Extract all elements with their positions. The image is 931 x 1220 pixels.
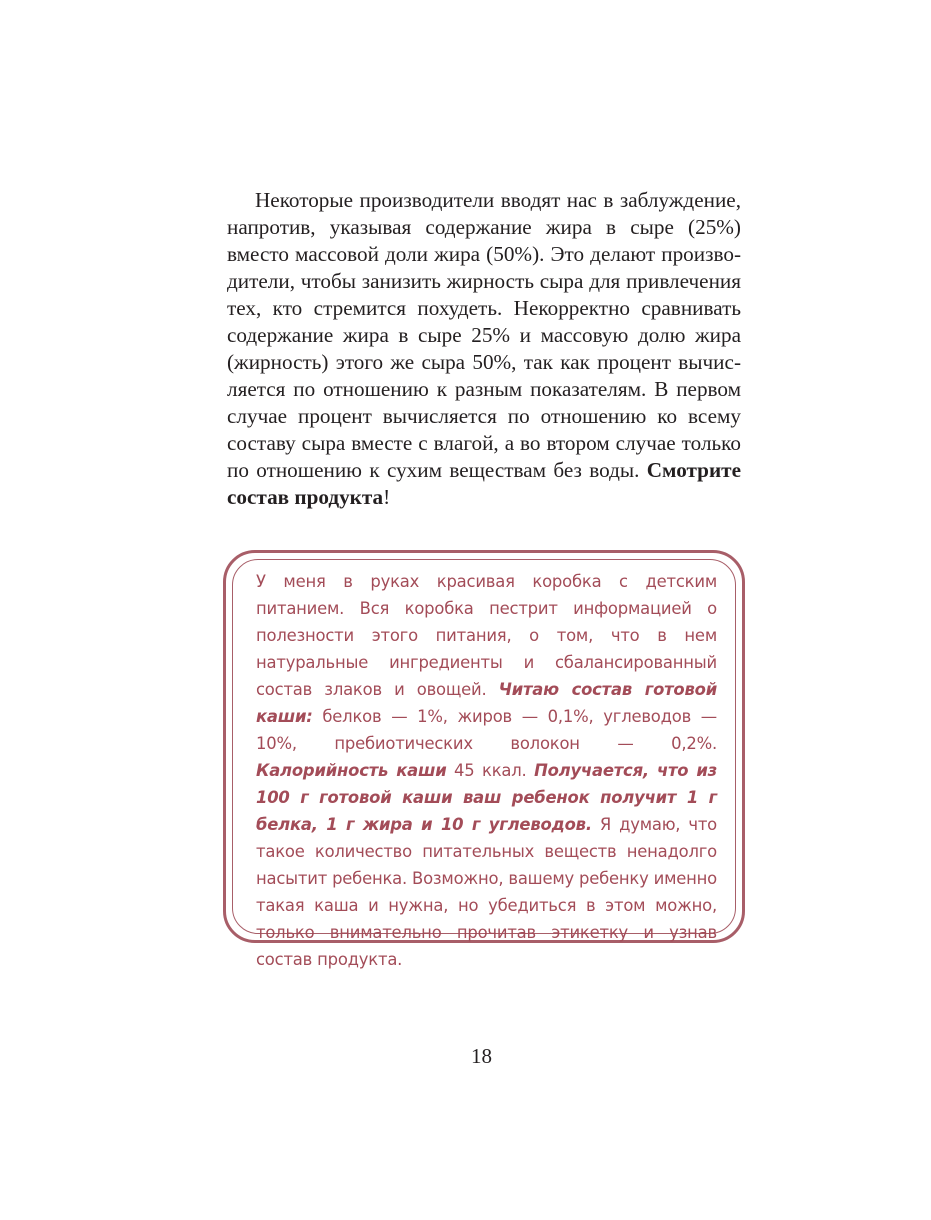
callout-emphasis-2: Калорийность каши [256,761,447,780]
main-paragraph-end: ! [383,485,391,509]
callout-text-block [256,568,717,973]
callout-text-2: белков — 1%, жиров — 0,1%, углеводов — 10%, пребиотических волокон — 0,2%. [256,707,717,753]
main-paragraph-text: Некоторые производители вводят нас в заблуждение, напротив, указывая содержание жира в сыре (25%) вместо массовой доли жира (50%). Это делают производители, чтобы занизить жирность сыра для привлечения тех, кто стремится похудеть. Некорректно сравнивать содержание жира в сыре 25% и массовую долю жира (жирность) этого же сыра 50%, так как процент вычисляется по отношению к разным показателям. В первом случае процент вычисляется по отношению ко всему составу сыра вместе с влагой, а во втором случае только по отношению к сухим веществам без воды. [227,188,741,482]
main-paragraph-bold-text: Смотрите состав продукта [227,458,741,509]
callout-paragraph [256,568,717,973]
main-paragraph-block [227,187,741,511]
callout-emphasis-3: Получается, что из 100 г готовой каши ваш ребенок получит 1 г белка, 1 г жира и 10 г углеводов. [256,761,717,834]
callout-emphasis-1: Читаю состав готовой каши: [256,680,718,726]
callout-text-4: Я думаю, что такое количество питательных веществ ненадолго насытит ребенка. Возможно, вашему ребенку именно такая каша и нужна, но убедиться в этом можно, только внимательно прочитав этикетку и узнав состав продукта. [256,815,717,969]
callout-text-3: 45 ккал. [446,761,535,780]
main-paragraph [227,187,741,511]
callout-text-1: У меня в руках красивая коробка с детским питанием. Вся коробка пестрит информацией о полезности этого питания, о том, что в нем натуральные ингредиенты и сбалансированный состав злаков и овощей. [256,572,717,699]
page-number: 18 [471,1044,492,1068]
